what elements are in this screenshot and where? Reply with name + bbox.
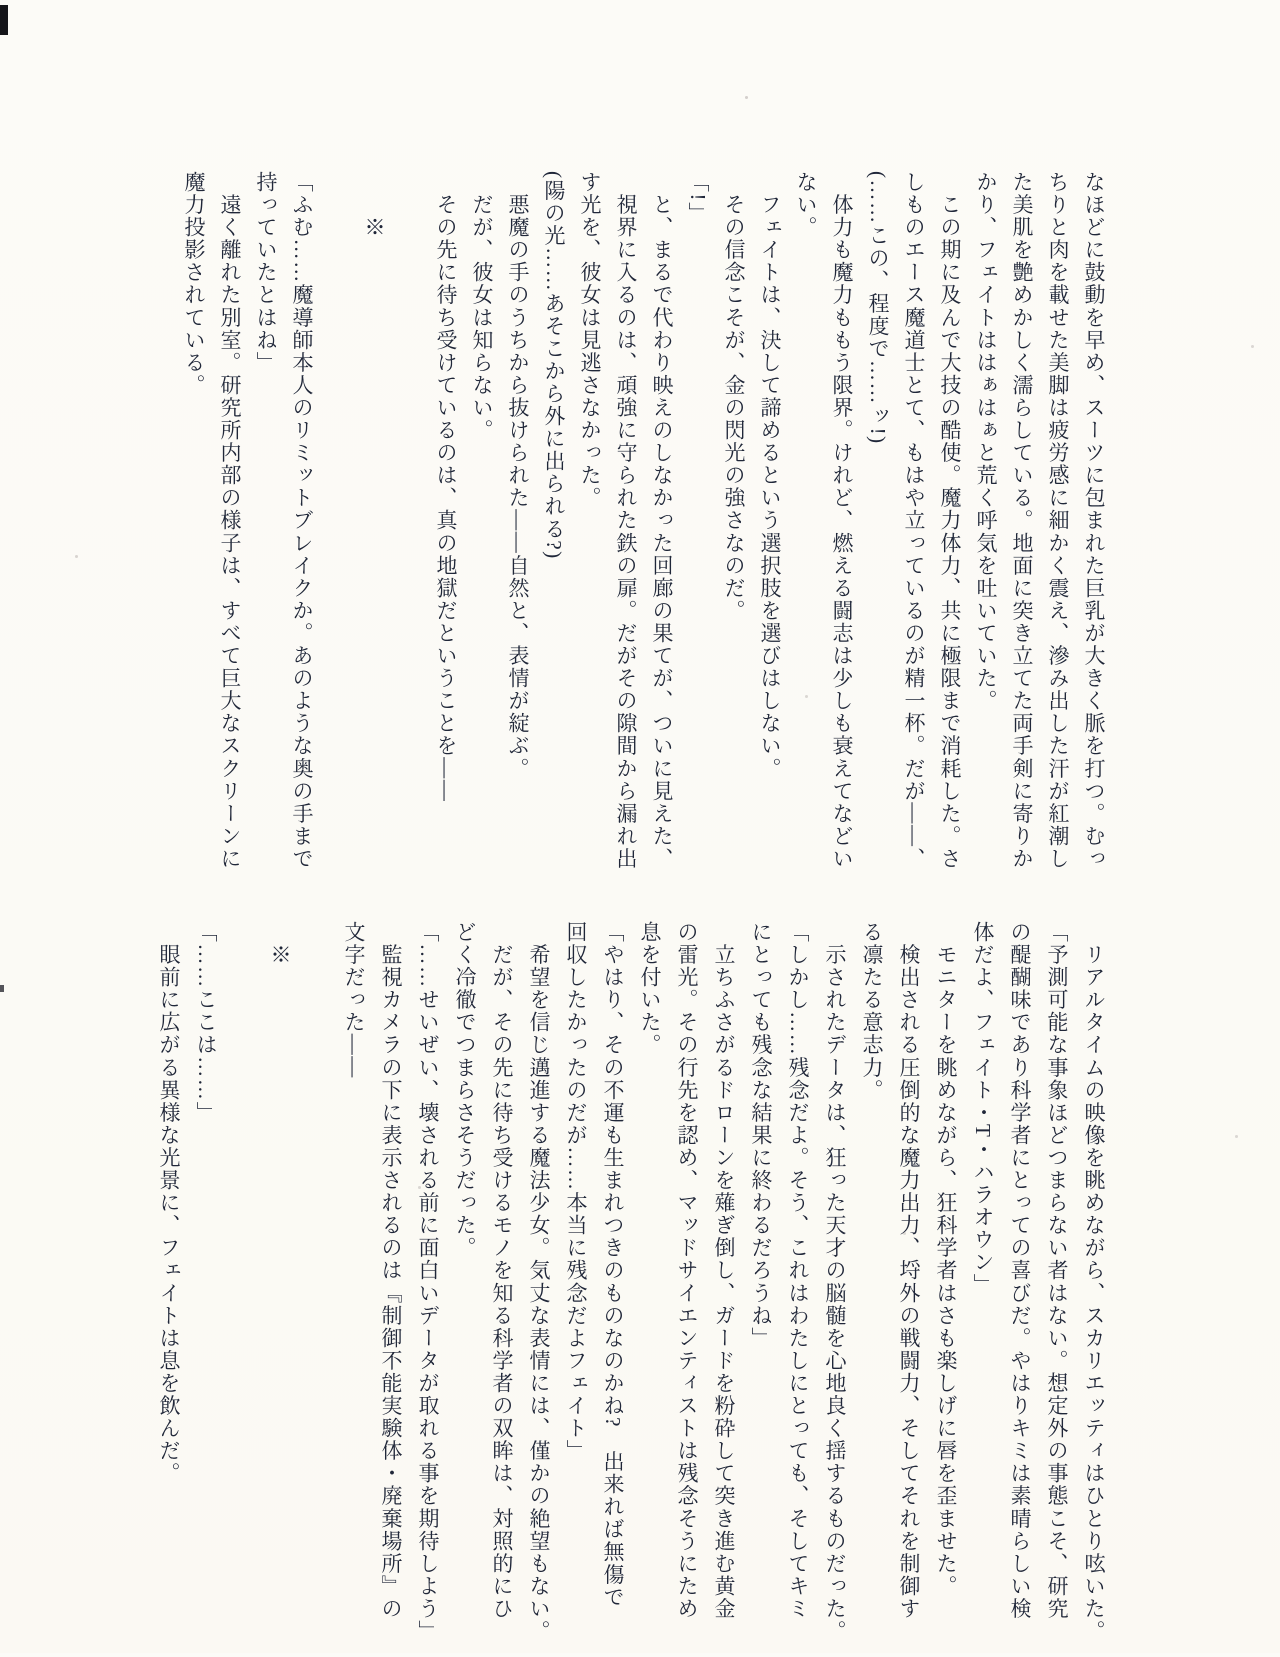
- text-line: 文字だった――: [342, 921, 366, 1079]
- text-line: [320, 171, 356, 885]
- text-line: (……この、程度で……ッ!): [866, 171, 890, 445]
- text-line: 示されたデータは、狂った天才の脳髄を心地良く揺するものだった。: [823, 921, 847, 1643]
- text-line: しものエース魔道士とて、もはや立っているのが精一杯。だが――、: [902, 171, 926, 871]
- text-line: 「……ここは……」: [194, 921, 218, 1124]
- text-line: 体力も魔力ももう限界。けれど、燃える闘志は少しも衰えてなどい: [830, 171, 854, 871]
- text-line: にとっても残念な結果に終わるだろうね」: [749, 921, 773, 1350]
- text-line: す光を、彼女は見逃さなかった。: [578, 171, 602, 510]
- text-line: 「やはり、その不運も生まれつきのものなのかね? 出来れば無傷で: [601, 921, 625, 1609]
- text-line: 「しかし……残念だよ。そう、これはわたしにとっても、そしてキミ: [786, 921, 810, 1621]
- text-line: 持っていたとはね」: [254, 171, 278, 374]
- text-line: フェイトは、決して諦めるという選択肢を選びはしない。: [758, 171, 782, 780]
- text-line: ※: [268, 921, 292, 967]
- text-line: [224, 921, 261, 1657]
- text-line: 希望を信じ邁進する魔法少女。気丈な表情には、僅かの絶望もない。: [527, 921, 551, 1643]
- scan-artifact-edge-speck: [0, 985, 4, 992]
- text-line: 監視カメラの下に表示されるのは『制御不能実験体・廃棄場所』の: [379, 921, 403, 1621]
- text-line: なほどに鼓動を早め、スーツに包まれた巨乳が大きく脈を打つ。むっ: [1082, 171, 1106, 871]
- text-line: 視界に入るのは、頑強に守られた鉄の扉。だがその隙間から漏れ出: [614, 171, 638, 871]
- text-line: ない。: [794, 171, 818, 239]
- text-line: ※: [362, 171, 386, 239]
- text-line: 遠く離れた別室。研究所内部の様子は、すべて巨大なスクリーンに: [218, 171, 242, 871]
- text-line: 眼前に広がる異様な光景に、フェイトは息を飲んだ。: [157, 921, 181, 1485]
- text-line: 体だよ、フェイト・T・ハラオウン」: [971, 921, 995, 1297]
- text-line: 息を付いた。: [638, 921, 662, 1057]
- text-line: (陽の光……あそこから外に出られる?): [542, 171, 566, 560]
- text-line: の醍醐味であり科学者にとっての喜びだ。やはりキミは素晴らしい検: [1008, 921, 1032, 1621]
- dust-speck: [1251, 345, 1254, 348]
- text-line: 「……せいぜい、壊される前に面白いデータが取れる事を期待しよう」: [416, 921, 440, 1643]
- text-line: る凛たる意志力。: [860, 921, 884, 1102]
- text-line: 回収したかったのだが……本当に残念だよフェイト」: [564, 921, 588, 1463]
- text-line: ちりと肉を載せた美脚は疲労感に細かく震え、滲み出した汗が紅潮し: [1046, 171, 1070, 871]
- dust-speck: [745, 96, 748, 99]
- text-line: かり、フェイトははぁはぁと荒く呼気を吐いていた。: [974, 171, 998, 713]
- text-line: [298, 921, 335, 1657]
- text-line: 魔力投影されている。: [182, 171, 206, 397]
- text-line: モニターを眺めながら、狂科学者はさも楽しげに唇を歪ませた。: [934, 921, 958, 1598]
- scan-artifact-corner: [0, 5, 8, 35]
- text-line: この期に及んで大技の酷使。魔力体力、共に極限まで消耗した。さ: [938, 171, 962, 871]
- text-line: と、まるで代わり映えのしなかった回廊の果てが、ついに見えた、: [650, 171, 674, 871]
- text-line: [392, 171, 428, 885]
- text-section-corridor: [176, 171, 1112, 885]
- text-section-observation: [150, 921, 1112, 1657]
- dust-speck: [903, 1232, 906, 1235]
- text-line: 立ちふさがるドローンを薙ぎ倒し、ガードを粉砕して突き進む黄金: [712, 921, 736, 1621]
- text-line: た美肌を艶めかしく濡らしている。地面に突き立てた両手剣に寄りか: [1010, 171, 1034, 871]
- text-line: その信念こそが、金の閃光の強さなのだ。: [722, 171, 746, 622]
- text-line: その先に待ち受けているのは、真の地獄だということを――: [434, 171, 458, 803]
- text-line: 検出される圧倒的な魔力出力、埒外の戦闘力、そしてそれを制御す: [897, 921, 921, 1621]
- text-line: だが、彼女は知らない。: [470, 171, 494, 442]
- dust-speck: [75, 555, 78, 558]
- text-line: 「ふむ……魔導師本人のリミットブレイクか。あのような奥の手まで: [290, 171, 314, 871]
- text-line: リアルタイムの映像を眺めながら、スカリエッティはひとり呟いた。: [1082, 921, 1106, 1643]
- dust-speck: [1235, 1135, 1238, 1138]
- text-line: 悪魔の手のうちから抜けられた――自然と、表情が綻ぶ。: [506, 171, 530, 780]
- dust-speck: [418, 1186, 421, 1189]
- text-line: 「予測可能な事象ほどつまらない者はない。想定外の事態こそ、研究: [1045, 921, 1069, 1621]
- dust-speck: [805, 695, 808, 698]
- text-line: どく冷徹でつまらさそうだった。: [453, 921, 477, 1260]
- text-line: だが、その先に待ち受けるモノを知る科学者の双眸は、対照的にひ: [490, 921, 514, 1621]
- text-line: 「!」: [686, 171, 710, 225]
- text-line: の雷光。その行先を認め、マッドサイエンティストは残念そうにため: [675, 921, 699, 1621]
